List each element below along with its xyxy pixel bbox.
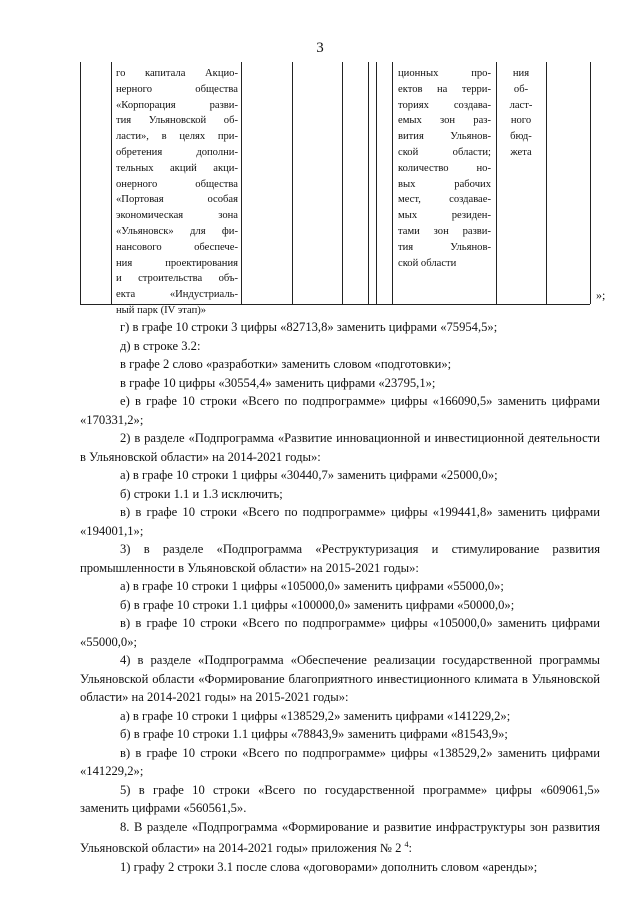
table-cell-line: «Портовая особая [116,194,238,206]
paragraph: 1) графу 2 строки 3.1 после слова «договорами» дополнить словом «аренды»; [120,859,538,874]
table-end-mark: »; [596,288,606,302]
paragraph: б) в графе 10 строки 1.1 цифры «78843,9» заменить цифрами «81543,9»; [120,727,508,741]
paragraph: 5) в графе 10 строки «Всего по государственной программе» цифры «609061,5» заменить цифрами «560561,5». [80,782,600,815]
table-cell-line: количество но- [398,162,491,174]
paragraph: а) в графе 10 строки 1 цифры «105000,0» заменить цифрами «55000,0»; [120,579,504,593]
paragraph: 2) в разделе «Подпрограмма «Развитие инновационной и инвестиционной деятельности в Ульяновской области» на 2014-2021 годы»: [80,431,600,464]
table-cell-line: ный парк (IV этап)» [116,304,207,316]
paragraph: е) в графе 10 строки «Всего по подпрограмме» цифры «166090,5» заменить цифрами «170331,2»; [80,394,600,427]
table-cell-line: об- [513,83,529,95]
table-cell-line: тельных акций акци- [116,162,238,174]
table-cell-line: ской области; [398,146,491,158]
table-cell-line: вития Ульянов- [398,131,491,143]
table-cell-line: тия Ульяновской об- [116,115,238,127]
table-cell-line: вых рабочих [398,178,491,190]
table-cell-line: емых зон раз- [398,115,491,127]
paragraph: в) в графе 10 строки «Всего по подпрограмме» цифры «105000,0» заменить цифрами «55000,0»; [80,616,600,649]
paragraph: б) в графе 10 строки 1.1 цифры «100000,0» заменить цифрами «50000,0»; [120,597,515,612]
page-number: 3 [316,40,324,56]
continuation-table [80,62,590,316]
paragraph: а) в графе 10 строки 1 цифры «138529,2» заменить цифрами «141229,2»; [120,708,511,723]
paragraph: а) в графе 10 строки 1 цифры «30440,7» заменить цифрами «25000,0»; [120,468,498,482]
table-cell-line: ния проектирования [116,257,238,269]
paragraph: в графе 10 цифры «30554,4» заменить цифрами «23795,1»; [120,375,436,390]
table-cell-line: ласти», в целях при- [116,131,238,143]
table-cell-line: обретения дополни- [116,146,238,158]
paragraph: д) в строке 3.2: [120,338,201,353]
table-cell-event-description [116,66,238,319]
paragraph: 3) в разделе «Подпрограмма «Реструктуризация и стимулирование развития промышленности в Ульяновской области» на 2015-2021 годы»: [80,542,600,575]
paragraph: в) в графе 10 строки «Всего по подпрограмме» цифры «138529,2» заменить цифрами «141229,2»; [80,745,600,778]
table-cell-line: экономическая зона [116,210,238,222]
table-cell-line: екта «Индустриаль- [116,289,238,301]
footnote-marker: 4 [404,840,409,849]
table-cell-line: ласт- [509,99,533,111]
table-cell-line: и строительства объ- [116,273,238,285]
table-cell-line: нерного общества [116,83,238,95]
paragraph: в) в графе 10 строки «Всего по подпрограмме» цифры «199441,8» заменить цифрами «194001,1»; [80,505,600,538]
table-cell-line: «Ульяновск» для фи- [116,225,238,237]
table-cell-line: ской области [398,257,457,269]
table-cell-line: бюд- [510,131,532,143]
paragraph-tail: : [408,841,413,856]
table-cell-line: тами зон разви- [398,225,491,237]
table-cell-line: нансового обеспече- [116,241,238,253]
paragraph: б) строки 1.1 и 1.3 исключить; [120,486,283,501]
paragraph-text: 8. В разделе «Подпрограмма «Формирование и развитие инфраструктуры зон развития Ульяновской области» на 2014-2021 годы» приложения № 2 [80,819,600,856]
table-cell-funding-source [500,66,542,161]
paragraph: в графе 2 слово «разработки» заменить словом «подготовки»; [120,357,452,371]
table-cell-line: ционных про- [398,68,491,79]
table-cell-line: го капитала Акцио- [116,68,238,79]
table-cell-line: жета [510,146,532,158]
table-cell-line: ектов на терри- [398,83,491,95]
paragraph-section-8 [80,818,600,858]
paragraph: 4) в разделе «Подпрограмма «Обеспечение реализации государственной программы Ульяновской области «Формирование благоприятного инвестиционного климата в Ульяновской области» на 2014-2021 годы» на 2015-2021 годы»: [80,653,600,704]
table-cell-line: ториях создава- [398,99,491,111]
table-cell-line: ного [510,115,532,127]
table-cell-line: мых резиден- [398,210,491,222]
amendments-text [80,318,600,876]
table-cell-line: мест, создавае- [398,194,491,206]
table-cell-target-indicators [398,66,491,271]
table-cell-line: тия Ульянов- [398,241,491,253]
table-cell-line: ния [512,68,530,79]
table-cell-line: онерного общества [116,178,238,190]
paragraph: г) в графе 10 строки 3 цифры «82713,8» заменить цифрами «75954,5»; [120,320,498,334]
table-cell-line: «Корпорация разви- [116,99,238,111]
